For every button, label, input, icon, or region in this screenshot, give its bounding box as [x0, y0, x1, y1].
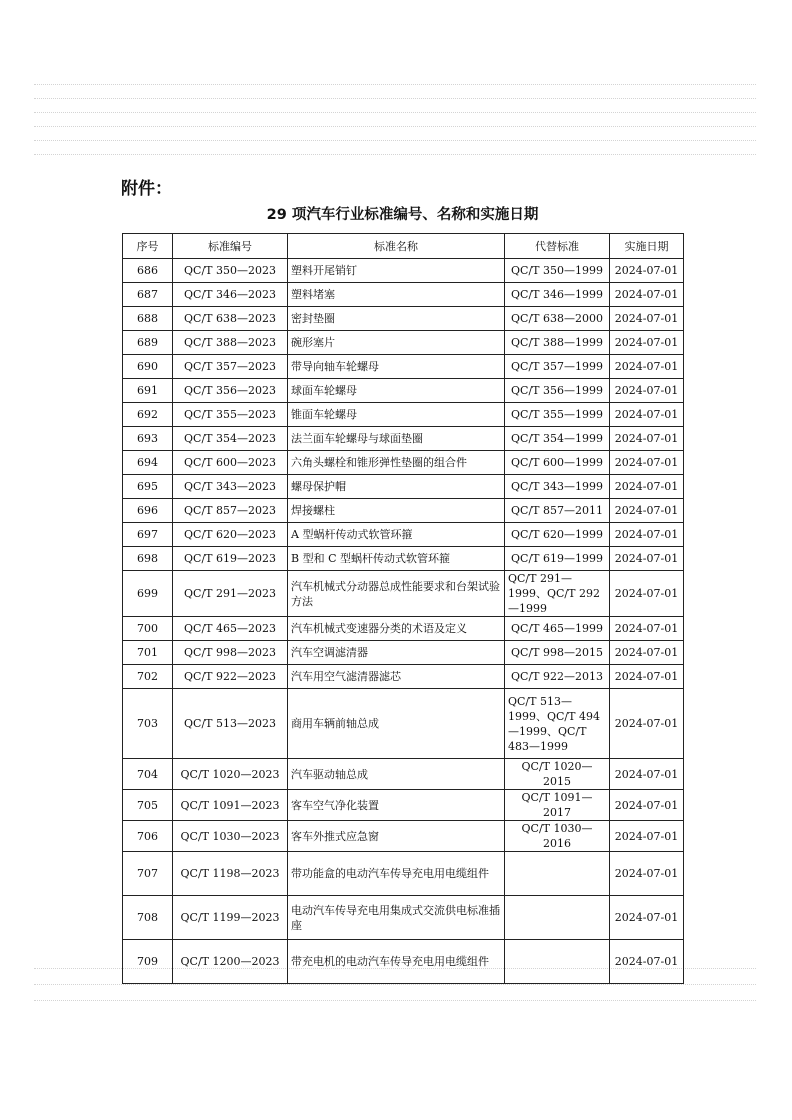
row-replaced: QC/T 346—1999 [505, 283, 610, 307]
row-seq: 705 [123, 790, 173, 821]
row-seq: 688 [123, 307, 173, 331]
row-seq: 709 [123, 940, 173, 984]
row-std-no: QC/T 857—2023 [173, 499, 288, 523]
row-std-name: 商用车辆前轴总成 [288, 689, 505, 759]
row-std-no: QC/T 1020—2023 [173, 759, 288, 790]
row-std-no: QC/T 620—2023 [173, 523, 288, 547]
row-replaced: QC/T 465—1999 [505, 617, 610, 641]
row-replaced [505, 896, 610, 940]
row-replaced: QC/T 998—2015 [505, 641, 610, 665]
row-std-no: QC/T 600—2023 [173, 451, 288, 475]
row-std-no: QC/T 1091—2023 [173, 790, 288, 821]
row-date: 2024-07-01 [610, 403, 684, 427]
row-replaced: QC/T 357—1999 [505, 355, 610, 379]
row-std-name: 锥面车轮螺母 [288, 403, 505, 427]
row-std-no: QC/T 465—2023 [173, 617, 288, 641]
row-date: 2024-07-01 [610, 852, 684, 896]
row-replaced [505, 940, 610, 984]
table-row [123, 896, 684, 940]
row-date: 2024-07-01 [610, 790, 684, 821]
row-date: 2024-07-01 [610, 475, 684, 499]
row-replaced: QC/T 356—1999 [505, 379, 610, 403]
row-replaced: QC/T 600—1999 [505, 451, 610, 475]
table-row [123, 259, 684, 283]
row-replaced: QC/T 1030—2016 [505, 821, 610, 852]
table-row [123, 547, 684, 571]
row-date: 2024-07-01 [610, 759, 684, 790]
row-std-name: 法兰面车轮螺母与球面垫圈 [288, 427, 505, 451]
row-seq: 695 [123, 475, 173, 499]
row-replaced: QC/T 354—1999 [505, 427, 610, 451]
row-std-no: QC/T 1199—2023 [173, 896, 288, 940]
row-date: 2024-07-01 [610, 896, 684, 940]
row-seq: 690 [123, 355, 173, 379]
row-replaced: QC/T 638—2000 [505, 307, 610, 331]
row-seq: 696 [123, 499, 173, 523]
row-std-no: QC/T 1198—2023 [173, 852, 288, 896]
row-replaced: QC/T 620—1999 [505, 523, 610, 547]
row-std-no: QC/T 343—2023 [173, 475, 288, 499]
row-std-name: 球面车轮螺母 [288, 379, 505, 403]
row-std-no: QC/T 356—2023 [173, 379, 288, 403]
row-std-no: QC/T 513—2023 [173, 689, 288, 759]
table-row [123, 355, 684, 379]
row-date: 2024-07-01 [610, 689, 684, 759]
row-std-name: 汽车机械式分动器总成性能要求和台架试验方法 [288, 571, 505, 617]
row-date: 2024-07-01 [610, 547, 684, 571]
header-date: 实施日期 [610, 234, 684, 259]
row-std-name: 焊接螺柱 [288, 499, 505, 523]
table-row [123, 689, 684, 759]
row-std-name: 密封垫圈 [288, 307, 505, 331]
table-row [123, 403, 684, 427]
table-row [123, 665, 684, 689]
row-date: 2024-07-01 [610, 571, 684, 617]
row-date: 2024-07-01 [610, 523, 684, 547]
row-date: 2024-07-01 [610, 641, 684, 665]
table-body [123, 259, 684, 984]
row-date: 2024-07-01 [610, 821, 684, 852]
row-replaced: QC/T 343—1999 [505, 475, 610, 499]
row-seq: 702 [123, 665, 173, 689]
row-date: 2024-07-01 [610, 379, 684, 403]
row-date: 2024-07-01 [610, 940, 684, 984]
row-std-no: QC/T 355—2023 [173, 403, 288, 427]
row-std-no: QC/T 350—2023 [173, 259, 288, 283]
table-row [123, 451, 684, 475]
row-std-name: 客车空气净化装置 [288, 790, 505, 821]
header-seq: 序号 [123, 234, 173, 259]
row-std-name: 带导向轴车轮螺母 [288, 355, 505, 379]
row-seq: 701 [123, 641, 173, 665]
row-std-name: 塑料堵塞 [288, 283, 505, 307]
row-replaced: QC/T 857—2011 [505, 499, 610, 523]
row-date: 2024-07-01 [610, 283, 684, 307]
row-replaced: QC/T 922—2013 [505, 665, 610, 689]
table-row [123, 821, 684, 852]
row-seq: 700 [123, 617, 173, 641]
row-date: 2024-07-01 [610, 427, 684, 451]
row-std-name: 汽车空调滤清器 [288, 641, 505, 665]
row-std-no: QC/T 346—2023 [173, 283, 288, 307]
row-replaced: QC/T 1020—2015 [505, 759, 610, 790]
row-std-name: 汽车用空气滤清器滤芯 [288, 665, 505, 689]
row-seq: 697 [123, 523, 173, 547]
row-seq: 708 [123, 896, 173, 940]
row-date: 2024-07-01 [610, 355, 684, 379]
row-replaced: QC/T 355—1999 [505, 403, 610, 427]
table-row [123, 617, 684, 641]
scan-line [34, 140, 756, 141]
header-std-no: 标准编号 [173, 234, 288, 259]
row-std-name: 六角头螺栓和锥形弹性垫圈的组合件 [288, 451, 505, 475]
table-row [123, 852, 684, 896]
table-row [123, 759, 684, 790]
row-date: 2024-07-01 [610, 307, 684, 331]
table-header-row [123, 234, 684, 259]
row-std-no: QC/T 354—2023 [173, 427, 288, 451]
row-std-name: 带充电机的电动汽车传导充电用电缆组件 [288, 940, 505, 984]
row-std-no: QC/T 998—2023 [173, 641, 288, 665]
scan-line [34, 984, 756, 985]
row-seq: 693 [123, 427, 173, 451]
table-row [123, 571, 684, 617]
row-std-name: 塑料开尾销钉 [288, 259, 505, 283]
row-replaced: QC/T 388—1999 [505, 331, 610, 355]
row-seq: 704 [123, 759, 173, 790]
row-std-name: 汽车机械式变速器分类的术语及定义 [288, 617, 505, 641]
row-std-no: QC/T 638—2023 [173, 307, 288, 331]
table-row [123, 790, 684, 821]
scan-line [34, 1000, 756, 1001]
table-row [123, 641, 684, 665]
row-std-no: QC/T 922—2023 [173, 665, 288, 689]
row-std-name: 汽车驱动轴总成 [288, 759, 505, 790]
row-seq: 691 [123, 379, 173, 403]
row-std-name: A 型蜗杆传动式软管环箍 [288, 523, 505, 547]
row-seq: 707 [123, 852, 173, 896]
row-replaced: QC/T 1091—2017 [505, 790, 610, 821]
row-seq: 703 [123, 689, 173, 759]
row-seq: 698 [123, 547, 173, 571]
table-row [123, 331, 684, 355]
row-date: 2024-07-01 [610, 617, 684, 641]
scan-line [34, 98, 756, 99]
row-std-name: 碗形塞片 [288, 331, 505, 355]
row-date: 2024-07-01 [610, 451, 684, 475]
table-row [123, 940, 684, 984]
page-title: 29 项汽车行业标准编号、名称和实施日期 [266, 207, 539, 223]
scan-line [34, 154, 756, 155]
row-std-no: QC/T 291—2023 [173, 571, 288, 617]
scan-line [34, 112, 756, 113]
row-replaced: QC/T 350—1999 [505, 259, 610, 283]
row-std-name: 螺母保护帽 [288, 475, 505, 499]
row-seq: 686 [123, 259, 173, 283]
row-std-name: 客车外推式应急窗 [288, 821, 505, 852]
table-row [123, 523, 684, 547]
scan-line [34, 126, 756, 127]
standards-table [122, 233, 684, 984]
row-replaced: QC/T 291—1999、QC/T 292—1999 [505, 571, 610, 617]
row-date: 2024-07-01 [610, 259, 684, 283]
table-row [123, 307, 684, 331]
row-std-name: 带功能盒的电动汽车传导充电用电缆组件 [288, 852, 505, 896]
row-std-no: QC/T 619—2023 [173, 547, 288, 571]
row-std-name: B 型和 C 型蜗杆传动式软管环箍 [288, 547, 505, 571]
row-date: 2024-07-01 [610, 499, 684, 523]
table-row [123, 499, 684, 523]
row-std-no: QC/T 1200—2023 [173, 940, 288, 984]
table-row [123, 427, 684, 451]
row-date: 2024-07-01 [610, 665, 684, 689]
row-seq: 689 [123, 331, 173, 355]
table-row [123, 283, 684, 307]
row-seq: 687 [123, 283, 173, 307]
row-std-name: 电动汽车传导充电用集成式交流供电标准插座 [288, 896, 505, 940]
row-replaced: QC/T 619—1999 [505, 547, 610, 571]
table-row [123, 379, 684, 403]
scan-line [34, 84, 756, 85]
row-std-no: QC/T 1030—2023 [173, 821, 288, 852]
attachment-heading: 附件： [121, 179, 172, 199]
header-replaced: 代替标准 [505, 234, 610, 259]
table-row [123, 475, 684, 499]
row-date: 2024-07-01 [610, 331, 684, 355]
row-seq: 694 [123, 451, 173, 475]
row-std-no: QC/T 388—2023 [173, 331, 288, 355]
row-replaced: QC/T 513—1999、QC/T 494—1999、QC/T 483—1999 [505, 689, 610, 759]
row-seq: 706 [123, 821, 173, 852]
row-std-no: QC/T 357—2023 [173, 355, 288, 379]
row-seq: 699 [123, 571, 173, 617]
row-replaced [505, 852, 610, 896]
header-std-name: 标准名称 [288, 234, 505, 259]
row-seq: 692 [123, 403, 173, 427]
